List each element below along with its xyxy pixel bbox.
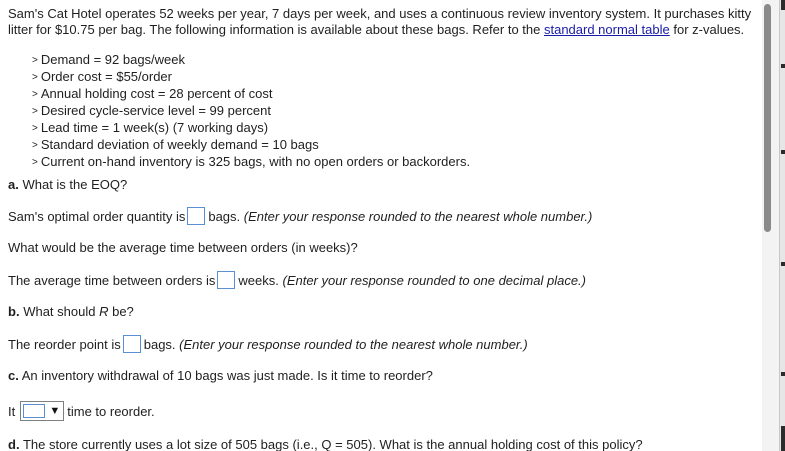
bullet-marker-icon: > bbox=[32, 140, 38, 151]
reorder-point-input[interactable] bbox=[123, 335, 141, 353]
list-item: > Current on-hand inventory is 325 bags, with no open orders or backorders. bbox=[32, 154, 471, 169]
list-item: > Demand = 92 bags/week bbox=[32, 52, 186, 67]
reorder-dropdown[interactable] bbox=[20, 401, 64, 421]
dropdown-value bbox=[23, 404, 45, 418]
scrollbar-thumb[interactable] bbox=[764, 4, 771, 232]
eoq-answer-line bbox=[8, 207, 592, 226]
rop-unit: bags. bbox=[143, 337, 176, 352]
part-b-question-pre: What should bbox=[23, 304, 96, 319]
part-b-question-post: be? bbox=[112, 304, 134, 319]
time-hint: (Enter your response rounded to one decimal place.) bbox=[282, 273, 586, 288]
eoq-unit: bags. bbox=[208, 209, 241, 224]
part-d-label: d. bbox=[8, 437, 20, 451]
part-c-heading bbox=[8, 367, 433, 385]
part-a-label: a. bbox=[8, 177, 19, 192]
time-prefix: The average time between orders is bbox=[8, 273, 216, 288]
chevron-down-icon: ▼ bbox=[49, 405, 61, 417]
edge-marker bbox=[781, 372, 785, 376]
list-item: > Annual holding cost = 28 percent of cost bbox=[32, 86, 273, 101]
part-a-heading bbox=[8, 176, 127, 194]
eoq-hint: (Enter your response rounded to the nearest whole number.) bbox=[243, 209, 593, 224]
rop-prefix: The reorder point is bbox=[8, 337, 121, 352]
intro-paragraph bbox=[8, 6, 756, 38]
time-question: What would be the average time between orders (in weeks)? bbox=[8, 240, 358, 255]
part-c-suffix: time to reorder. bbox=[67, 404, 155, 419]
bullet-marker-icon: > bbox=[32, 55, 38, 66]
edge-marker bbox=[781, 0, 785, 10]
reorder-answer-line bbox=[8, 335, 528, 354]
part-d-heading bbox=[8, 436, 643, 451]
list-item: > Standard deviation of weekly demand = 10 bags bbox=[32, 137, 319, 152]
part-c-prefix: It bbox=[8, 404, 16, 419]
edge-marker bbox=[781, 426, 785, 451]
part-b-heading bbox=[8, 303, 134, 321]
eoq-prefix: Sam's optimal order quantity is bbox=[8, 209, 186, 224]
list-item: > Desired cycle-service level = 99 percent bbox=[32, 103, 271, 118]
part-a-question: What is the EOQ? bbox=[22, 177, 128, 192]
part-b-label: b. bbox=[8, 304, 20, 319]
standard-normal-table-link[interactable]: standard normal table bbox=[543, 22, 670, 37]
rop-hint: (Enter your response rounded to the nearest whole number.) bbox=[179, 337, 528, 352]
edge-marker bbox=[781, 150, 785, 154]
list-item: > Order cost = $55/order bbox=[32, 69, 172, 84]
bullet-marker-icon: > bbox=[32, 89, 38, 100]
part-c-label: c. bbox=[8, 368, 19, 383]
intro-text: Sam's Cat Hotel operates 52 weeks per year, 7 days per week, and uses a continuous review inventory system. It purchases kitty litter for $10.75 per bag. The following information is available about these bags. Refer to the bbox=[8, 6, 752, 37]
intro-after-text: for z-values. bbox=[673, 22, 745, 37]
edge-marker bbox=[781, 64, 785, 68]
reorder-decision-line bbox=[8, 401, 155, 421]
eoq-input[interactable] bbox=[187, 207, 205, 225]
bullet-marker-icon: > bbox=[32, 72, 38, 83]
time-answer-line bbox=[8, 271, 586, 290]
part-b-variable: R bbox=[99, 304, 109, 319]
time-unit: weeks. bbox=[238, 273, 279, 288]
given-data-list bbox=[32, 52, 470, 171]
time-between-orders-input[interactable] bbox=[217, 271, 235, 289]
part-c-question: An inventory withdrawal of 10 bags was just made. Is it time to reorder? bbox=[21, 368, 433, 383]
bullet-marker-icon: > bbox=[32, 106, 38, 117]
edge-marker bbox=[781, 262, 785, 266]
list-item: > Lead time = 1 week(s) (7 working days) bbox=[32, 120, 269, 135]
bullet-marker-icon: > bbox=[32, 123, 38, 134]
bullet-marker-icon: > bbox=[32, 157, 38, 168]
part-d-question: The store currently uses a lot size of 505 bags (i.e., Q = 505). What is the annual holding cost of this policy? bbox=[22, 437, 643, 451]
